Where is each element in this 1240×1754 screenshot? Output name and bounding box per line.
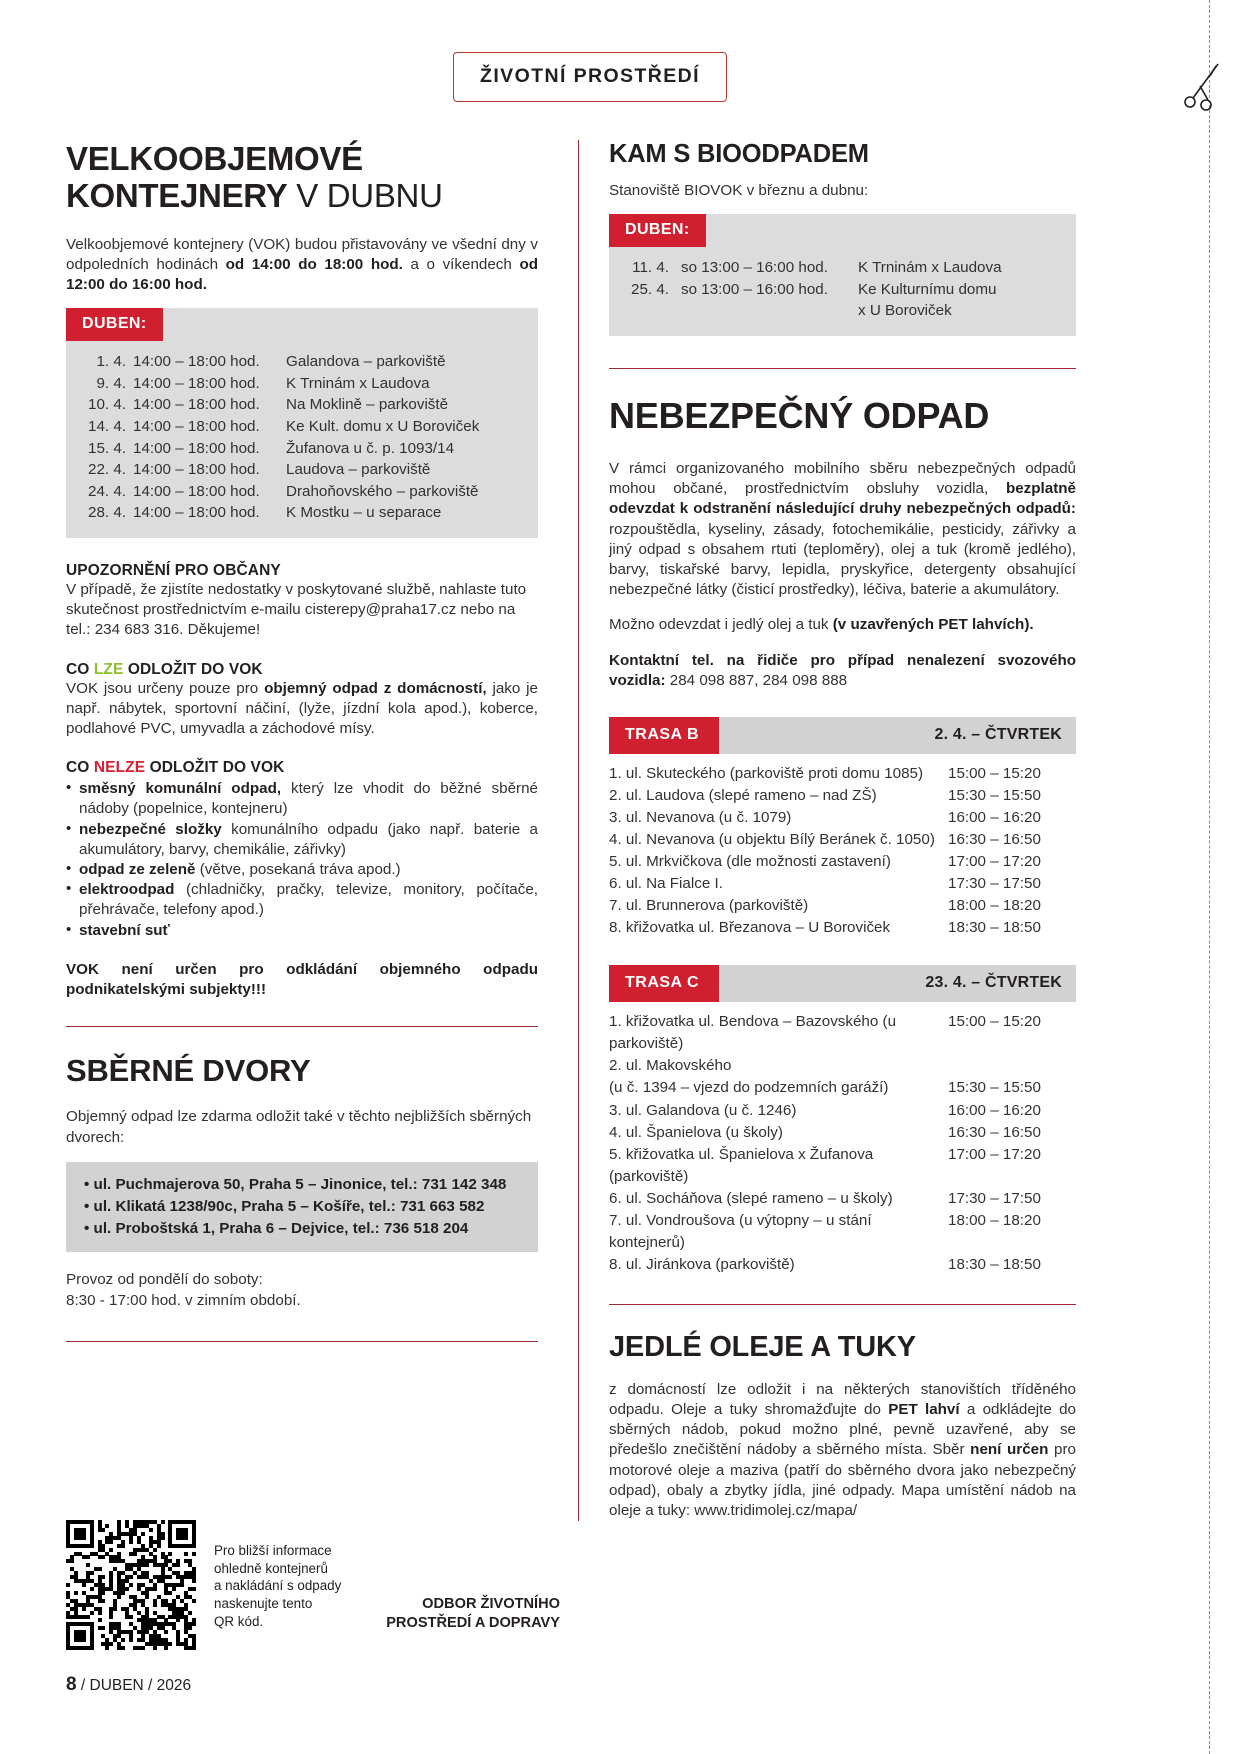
cannot-list-item [66, 921, 538, 941]
vok-schedule-rows [66, 341, 538, 524]
can-body-1: VOK jsou určeny pouze pro [66, 679, 265, 697]
bio-row-date: 25. 4. [631, 280, 669, 298]
vok-schedule-box [66, 308, 538, 538]
cannot-item-rest: (větve, posekaná tráva apod.) [195, 861, 401, 879]
vok-row-time: 14:00 – 18:00 hod. [133, 396, 260, 414]
route-b-stop-name: 6. ul. Na Fialce I. [609, 875, 723, 893]
route-b-stop-name: 3. ul. Nevanova (u č. 1079) [609, 809, 792, 827]
yards-hours-2: 8:30 - 17:00 hod. v zimním období. [66, 1291, 301, 1309]
route-b-stop-hours: 18:00 – 18:20 [948, 897, 1041, 915]
vok-month-tag: DUBEN: [66, 308, 163, 341]
route-c-stop-hours: 16:30 – 16:50 [948, 1123, 1041, 1141]
scissors-icon [1180, 56, 1228, 112]
route-c-header [609, 965, 1076, 1002]
hazard-title: NEBEZPEČNÝ ODPAD [609, 394, 990, 436]
route-b-stop-name: 7. ul. Brunnerova (parkoviště) [609, 897, 809, 915]
can-body [66, 679, 538, 740]
route-c-stop-hours: 18:30 – 18:50 [948, 1255, 1041, 1273]
bio-intro: Stanoviště BIOVOK v březnu a dubnu: [609, 182, 869, 199]
bio-row-time: so 13:00 – 16:00 hod. [681, 259, 828, 277]
qr-caption: Pro bližší informace ohledně kontejnerů a nakládání s odpady naskenujte tento QR kód. [214, 1543, 342, 1629]
vok-row-place: K Trninám x Laudova [286, 374, 430, 392]
cannot-item-bold: směsný komunální odpad, [79, 780, 282, 798]
vok-schedule-row [84, 416, 524, 438]
can-body-2: jako je např. nábytek, sportovní náčiní, (lyže, jízdní kola apod.), koberce, podlahové PVC, umyvadla a záchodové mísy. [66, 679, 539, 737]
bio-schedule-box [609, 214, 1076, 336]
vok-title-light: V DUBNU [287, 177, 443, 215]
cannot-item-rest: komunálního odpadu (jako např. baterie a akumulátory, barvy, chemikálie, zářivky) [79, 820, 538, 858]
route-b-header [609, 717, 1076, 754]
vok-row-date: 10. 4. [88, 396, 126, 414]
route-c-stops [609, 1011, 1076, 1275]
hazard-paragraph-1 [609, 459, 1076, 601]
route-b-stop-row [609, 873, 1076, 895]
route-b-stop-row [609, 807, 1076, 829]
hazard-p3b: 284 098 887, 284 098 888 [665, 671, 848, 689]
oils-d: není určen [970, 1441, 1049, 1459]
route-c-stop-row [609, 1122, 1076, 1144]
route-b-stop-row [609, 895, 1076, 917]
vok-row-date: 14. 4. [88, 417, 126, 435]
route-b-stop-hours: 17:30 – 17:50 [948, 875, 1041, 893]
route-c-stop-name: 1. křižovatka ul. Bendova – Bazovského (u parkoviště) [609, 1013, 897, 1053]
vok-row-date: 24. 4. [88, 482, 126, 500]
hazard-p1a: V rámci organizovaného mobilního sběru nebezpečných odpadů mohou občané, prostřednictvím obsluhy vozidla, [609, 459, 1076, 498]
oils-e: pro motorové oleje a maziva (patří do sběrného dvora jako nebezpečný odpad), obaly a zbytky jídla, jiné odpady. Mapa umístění nádob na oleje a tuky: www.tridimolej.cz/mapa/ [609, 1441, 1076, 1520]
route-b-stop-name: 5. ul. Mrkvičkova (dle možnosti zastavení) [609, 853, 891, 871]
hazard-p3a: Kontaktní tel. na řidiče pro případ nenalezení svozového vozidla: [609, 651, 1076, 689]
hazard-p2b: (v uzavřených PET lahvích). [832, 616, 1034, 634]
two-column-layout [66, 140, 1174, 1521]
route-b-stop-hours: 17:00 – 17:20 [948, 853, 1041, 871]
cannot-heading-highlight: NELZE [93, 759, 146, 777]
route-c-stop-hours: 17:30 – 17:50 [948, 1189, 1041, 1207]
vok-intro-part1: Velkoobjemové kontejnery (VOK) budou přistavovány ve všední dny v odpoledních hodinách [66, 235, 538, 273]
vok-row-time: 14:00 – 18:00 hod. [133, 482, 260, 500]
route-c-stop-name: 5. křižovatka ul. Španielova x Žufanova (parkoviště) [609, 1145, 874, 1185]
vok-row-place: Laudova – parkoviště [286, 461, 431, 479]
route-c-stop-row [609, 1077, 1076, 1099]
route-b-stop-hours: 16:00 – 16:20 [948, 809, 1041, 827]
cannot-list-item [66, 779, 538, 819]
bio-row-place: K Trninám x Laudova [858, 259, 1002, 277]
oils-paragraph [609, 1380, 1076, 1522]
route-b-stop-hours: 18:30 – 18:50 [948, 919, 1041, 937]
bio-schedule-row [627, 279, 1062, 301]
route-c-stop-name: 3. ul. Galandova (u č. 1246) [609, 1101, 797, 1119]
left-column [66, 140, 564, 1521]
vok-schedule-row [84, 438, 524, 460]
route-c-stop-row [609, 1254, 1076, 1276]
bio-month-tag: DUBEN: [609, 214, 706, 247]
route-c-stop-name: 4. ul. Španielova (u školy) [609, 1123, 783, 1141]
route-b-stop-hours: 15:30 – 15:50 [948, 787, 1041, 805]
route-b-stop-name: 8. křižovatka ul. Březanova – U Boroviček [609, 919, 891, 937]
vok-row-date: 28. 4. [88, 504, 126, 522]
vok-schedule-row [84, 459, 524, 481]
cannot-item-rest: (chladničky, pračky, televize, monitory, počítače, přehrávače, telefony apod.) [79, 881, 538, 919]
route-b-stop-row [609, 785, 1076, 807]
vok-schedule-row [84, 351, 524, 373]
column-gap [564, 140, 578, 1521]
route-b-stop-row [609, 851, 1076, 873]
vok-schedule-row [84, 502, 524, 524]
yards-title: SBĚRNÉ DVORY [66, 1053, 311, 1089]
bio-title: KAM S BIOODPADEM [609, 140, 869, 168]
route-c-stop-hours: 15:30 – 15:50 [948, 1079, 1041, 1097]
can-heading-post: ODLOŽIT DO VOK [123, 660, 263, 678]
vok-row-time: 14:00 – 18:00 hod. [133, 353, 260, 371]
vok-schedule-row [84, 373, 524, 395]
route-b-stop-row [609, 917, 1076, 939]
yards-intro: Objemný odpad lze zdarma odložit také v těchto nejbližších sběrných dvorech: [66, 1108, 532, 1146]
oils-title: JEDLÉ OLEJE A TUKY [609, 1330, 916, 1363]
route-c-stop-row [609, 1144, 1076, 1188]
bio-row-date: 11. 4. [632, 259, 669, 277]
route-c-stop-name: 7. ul. Vondroušova (u výtopny – u stání kontejnerů) [609, 1211, 872, 1251]
cannot-item-rest: který lze vhodit do běžné sběrné nádoby (popelnice, kontejneru) [79, 780, 538, 818]
vok-title [66, 140, 538, 215]
hazard-p1b: bezplatně odevzdat k odstranění následující druhy nebezpečných odpadů: [609, 480, 1076, 518]
yards-address-box [66, 1162, 538, 1253]
page-number: 8 [66, 1674, 77, 1695]
yard-address: • ul. Proboštská 1, Praha 6 – Dejvice, tel.: 736 518 204 [84, 1219, 469, 1237]
vok-row-date: 1. 4. [96, 353, 126, 371]
vok-row-place: Drahoňovského – parkoviště [286, 482, 479, 500]
vok-schedule-row [84, 481, 524, 503]
vok-intro-bold1: od 14:00 do 18:00 hod. [225, 255, 403, 273]
can-body-bold: objemný odpad z domácností, [264, 679, 487, 697]
route-b-stop-row [609, 763, 1076, 785]
route-b-date: 2. 4. – ČTVRTEK [934, 726, 1062, 744]
qr-code-image[interactable] [66, 1520, 196, 1650]
divider-right-1 [609, 368, 1076, 369]
route-b-stop-row [609, 829, 1076, 851]
route-b-stop-hours: 15:00 – 15:20 [948, 765, 1041, 783]
vok-row-time: 14:00 – 18:00 hod. [133, 374, 260, 392]
vok-schedule-row [84, 394, 524, 416]
yards-hours-1: Provoz od pondělí do soboty: [66, 1271, 263, 1289]
cannot-item-bold: elektroodpad [79, 881, 175, 899]
route-c-stop-row [609, 1210, 1076, 1254]
route-c-date: 23. 4. – ČTVRTEK [925, 974, 1062, 992]
cannot-list-item [66, 820, 538, 860]
cut-line-dashed [1209, 0, 1210, 1754]
vok-row-place: Ke Kult. domu x U Boroviček [286, 417, 480, 435]
vok-row-place: Galandova – parkoviště [286, 353, 446, 371]
oils-b: PET lahví [888, 1400, 960, 1418]
route-b-stop-hours: 16:30 – 16:50 [948, 831, 1041, 849]
route-c-stop-name: 6. ul. Socháňova (slepé rameno – u školy) [609, 1189, 893, 1207]
vok-warning: VOK není určen pro odkládání objemného odpadu podnikatelskými subjekty!!! [66, 960, 538, 999]
vok-row-time: 14:00 – 18:00 hod. [133, 461, 260, 479]
bio-schedule-row [627, 257, 1062, 279]
notice-body: V případě, že zjistíte nedostatky v poskytované službě, nahlaste tuto skutečnost prostřednictvím e-mailu cisterepy@praha17.cz nebo na tel.: 234 683 316. Děkujeme! [66, 580, 527, 639]
bio-row-place-cont: x U Boroviček [858, 302, 952, 320]
cannot-list-item [66, 860, 538, 880]
route-c-stop-hours: 15:00 – 15:20 [948, 1013, 1041, 1031]
route-c-stop-row [609, 1011, 1076, 1055]
cannot-item-bold: nebezpečné složky [79, 820, 222, 838]
cannot-heading-post: ODLOŽIT DO VOK [145, 759, 285, 777]
hazard-p2a: Možno odevzdat i jedlý olej a tuk [609, 616, 833, 634]
route-c-stop-name: (u č. 1394 – vjezd do podzemních garáží) [609, 1079, 889, 1097]
vok-intro-bold2: od 12:00 do 16:00 hod. [66, 255, 538, 293]
route-c-tag: TRASA C [609, 965, 719, 1002]
hazard-paragraph-2 [609, 615, 1076, 635]
vok-row-date: 9. 4. [96, 374, 126, 392]
page-footer-rest: / DUBEN / 2026 [76, 1677, 192, 1694]
route-c-stop-name: 2. ul. Makovského [609, 1057, 732, 1075]
section-ribbon-label: ŽIVOTNÍ PROSTŘEDÍ [453, 52, 727, 102]
oils-a: z domácností lze odložit i na některých stanovištích tříděného odpadu. Oleje a tuky shromažďujte do [609, 1380, 1076, 1418]
route-b-stop-name: 2. ul. Laudova (slepé rameno – nad ZŠ) [609, 787, 877, 805]
route-c-stop-hours: 17:00 – 17:20 [948, 1145, 1041, 1163]
bio-row-place: Ke Kulturnímu domu [858, 280, 997, 298]
vok-intro-part2: a o víkendech [402, 255, 520, 273]
divider-right-2 [609, 1304, 1076, 1305]
route-b-stop-name: 1. ul. Skuteckého (parkoviště proti domu 1085) [609, 765, 924, 783]
vok-row-date: 15. 4. [88, 439, 126, 457]
divider-left-1 [66, 1026, 538, 1027]
route-c-stop-row [609, 1188, 1076, 1210]
route-c-stop-hours: 18:00 – 18:20 [948, 1211, 1041, 1229]
vok-row-place: K Mostku – u separace [286, 504, 442, 522]
vok-title-bold: VELKOOBJEMOVÉ KONTEJNERY [66, 140, 363, 215]
can-heading [66, 661, 538, 679]
right-column [578, 140, 1076, 1521]
can-heading-pre: CO [66, 660, 94, 678]
cannot-item-bold: odpad ze zeleně [79, 861, 196, 879]
vok-row-time: 14:00 – 18:00 hod. [133, 417, 260, 435]
vok-row-time: 14:00 – 18:00 hod. [133, 439, 260, 457]
yard-address: • ul. Klikatá 1238/90c, Praha 5 – Košíře, tel.: 731 663 582 [84, 1197, 485, 1215]
route-b-stop-name: 4. ul. Nevanova (u objektu Bílý Beránek č. 1050) [609, 831, 935, 849]
notice-heading: UPOZORNĚNÍ PRO OBČANY [66, 561, 281, 579]
oils-c: a odkládejte do sběrných nádob, pokud možno plné, pevně uzavřené, aby se předešlo znečištění nádoby a sběrného místa. Sběr [609, 1400, 1076, 1459]
can-heading-highlight: LZE [93, 660, 124, 678]
section-ribbon-wrap [0, 52, 1180, 102]
route-c-stop-row [609, 1100, 1076, 1122]
bio-row-time: so 13:00 – 16:00 hod. [681, 280, 828, 298]
route-c-stop-row [609, 1055, 1076, 1077]
vok-intro [66, 235, 538, 296]
vok-row-date: 22. 4. [88, 461, 126, 479]
page-footer [66, 1674, 191, 1696]
route-b-stops [609, 763, 1076, 939]
department-signature: ODBOR ŽIVOTNÍHO PROSTŘEDÍ A DOPRAVY [386, 1596, 560, 1632]
hazard-paragraph-3 [609, 651, 1076, 691]
vok-row-time: 14:00 – 18:00 hod. [133, 504, 260, 522]
cannot-list-item [66, 880, 538, 920]
cannot-item-bold: stavební suť [79, 921, 170, 939]
route-c-stop-name: 8. ul. Jiránkova (parkoviště) [609, 1255, 795, 1273]
cannot-list [66, 779, 538, 941]
bio-schedule-row-cont [627, 300, 1062, 322]
vok-row-place: Na Moklině – parkoviště [286, 396, 449, 414]
divider-left-2 [66, 1341, 538, 1342]
route-c-stop-hours [948, 1055, 1076, 1077]
route-b-tag: TRASA B [609, 717, 719, 754]
bio-schedule-rows [609, 247, 1076, 322]
cannot-heading-pre: CO [66, 759, 94, 777]
vok-row-place: Žufanova u č. p. 1093/14 [286, 439, 455, 457]
yard-address: • ul. Puchmajerova 50, Praha 5 – Jinonice, tel.: 731 142 348 [84, 1175, 507, 1193]
route-c-stop-hours: 16:00 – 16:20 [948, 1101, 1041, 1119]
hazard-p1c: rozpouštědla, kyseliny, zásady, fotochemikálie, pesticidy, zářivky a jiný odpad s obsahem rtuti (teploměry), olej a tuk (kromě jedlého), barvy, tiskařské barvy, lepidla, pryskyřice, detergenty obsahující nebezpečné látky (čisticí prostředky), léčiva, baterie a akumulátory. [609, 520, 1076, 599]
cannot-heading [66, 759, 538, 777]
